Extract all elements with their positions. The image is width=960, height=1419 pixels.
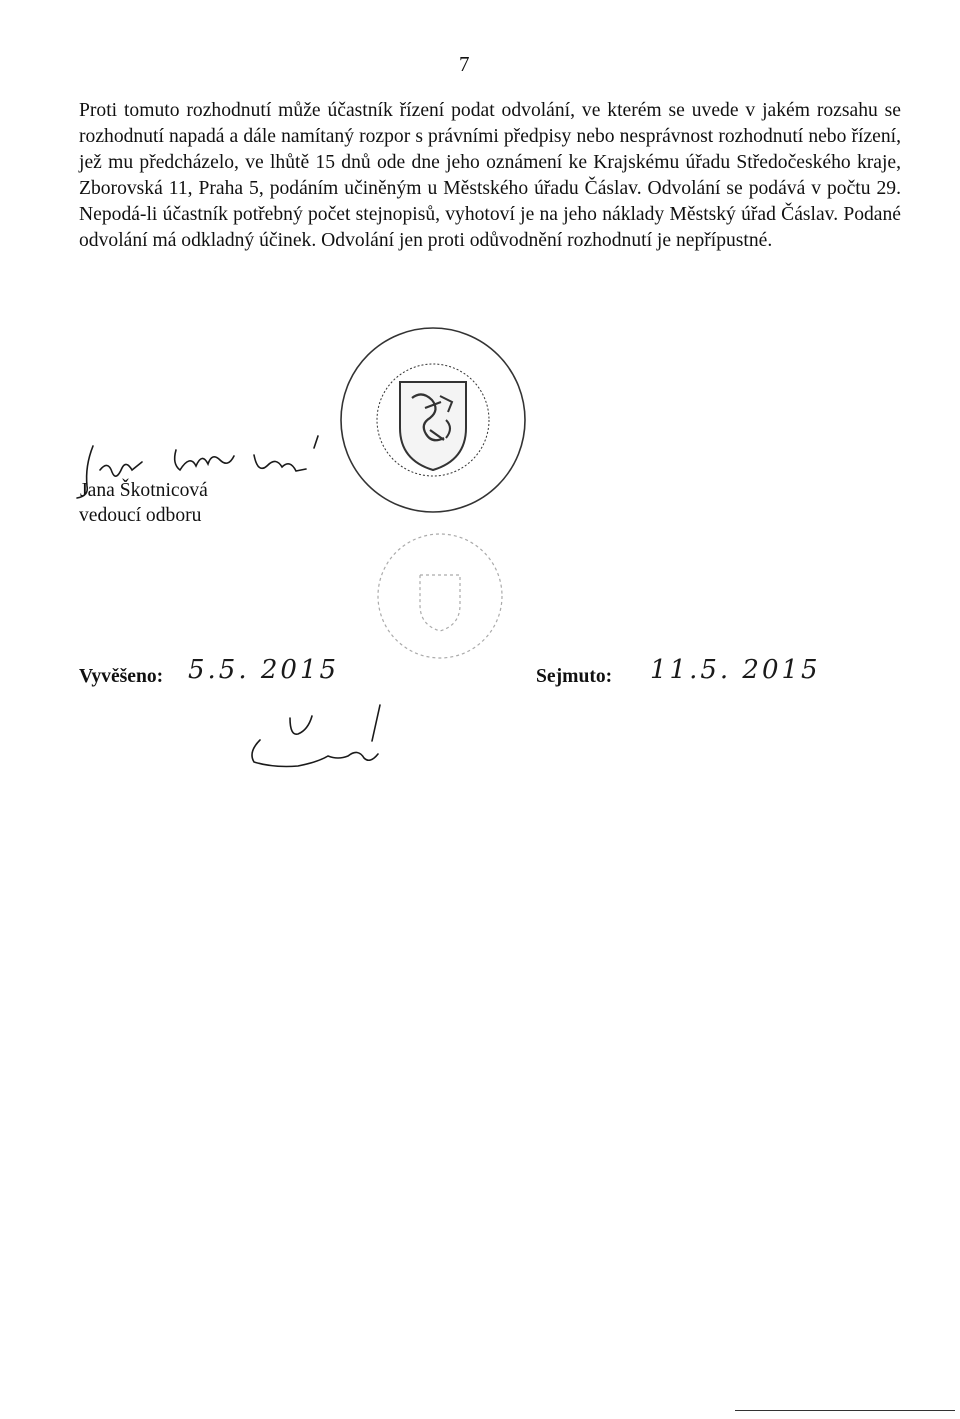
- signer-role: vedoucí odboru: [79, 505, 202, 526]
- page-number: 7: [459, 52, 470, 76]
- faded-stamp: [378, 534, 502, 658]
- footer-rule: [735, 1410, 955, 1411]
- coat-of-arms-shield: [400, 382, 466, 470]
- clerk-signature: [252, 705, 380, 767]
- removed-label: Sejmuto:: [536, 666, 613, 687]
- posted-date: 5.5. 2015: [188, 655, 340, 685]
- posted-label: Vyvěšeno:: [79, 666, 164, 687]
- official-stamp: [341, 328, 525, 512]
- removed-date: 11.5. 2015: [650, 655, 821, 685]
- appeal-instructions-paragraph: Proti tomuto rozhodnutí může účastník řízení podat odvolání, ve kterém se uvede v jakém rozsahu se rozhodnutí napadá a dále namítaný rozpor s právními předpisy nebo nesprávnost rozhodnutí nebo řízení, jež mu předcházelo, ve lhůtě 15 dnů ode dne jeho oznámení ke Krajskému úřadu Středočeského kraje, Zborovská 11, Praha 5, podáním učiněným u Městského úřadu Čáslav. Odvolání se podává v počtu 29. Nepodá-li účastník potřebný počet stejnopisů, vyhotoví je na jeho náklady Městský úřad Čáslav. Podané odvolání má odkladný účinek. Odvolání jen proti odůvodnění rozhodnutí je nepřípustné.: [79, 100, 901, 251]
- signer-name: Jana Škotnicová: [80, 480, 208, 501]
